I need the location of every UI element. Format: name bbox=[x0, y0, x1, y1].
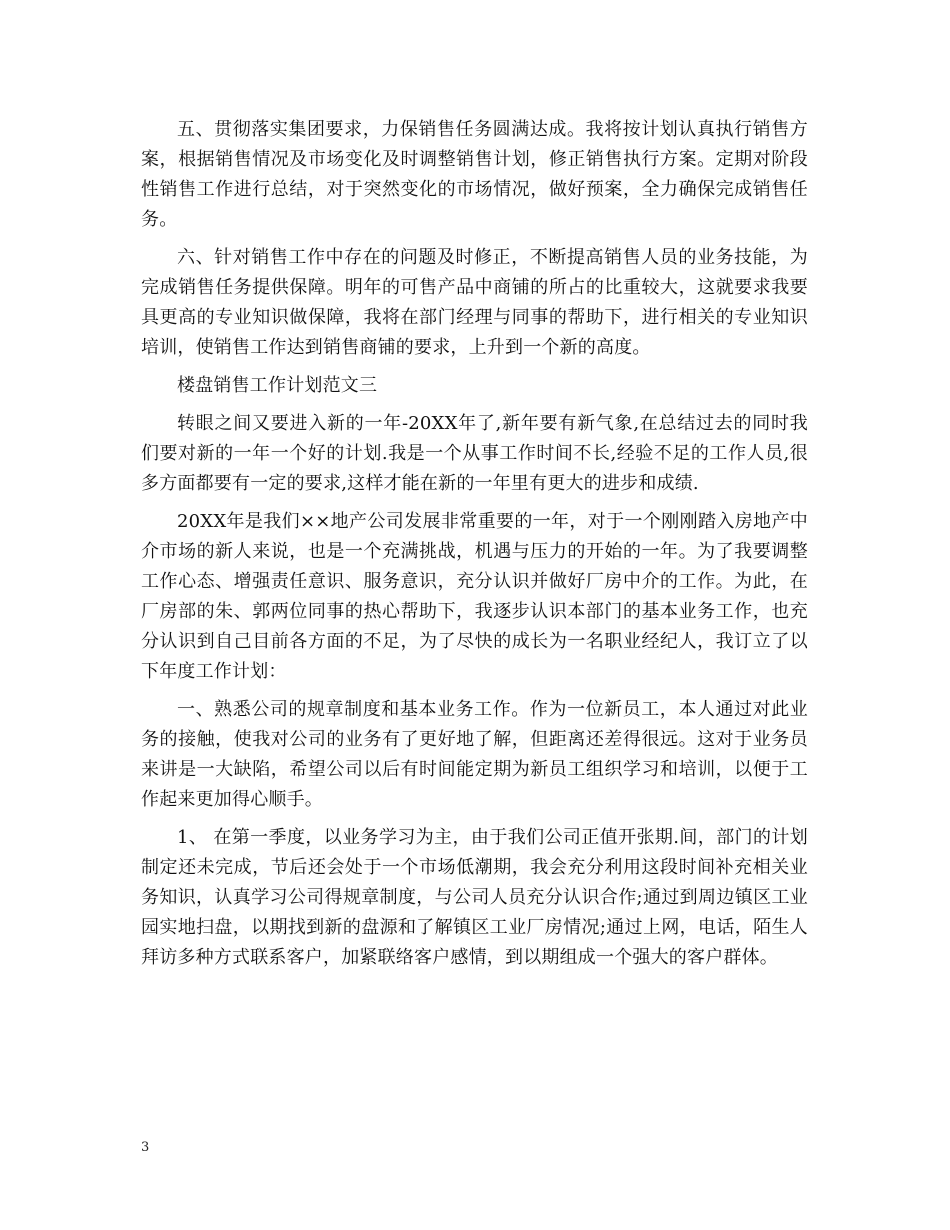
paragraph-familiarize-rules: 一、熟悉公司的规章制度和基本业务工作。作为一位新员工，本人通过对此业务的接触，使我对公司的业务有了更好地了解，但距离还差得很远。这对于业务员来讲是一大缺陷，希望公司以后有时间能定期为新员工组织学习和培训，以便于工作起来更加得心顺手。 bbox=[141, 699, 808, 810]
page-number: 3 bbox=[141, 1140, 150, 1155]
paragraph-sales-problems: 六、针对销售工作中存在的问题及时修正，不断提高销售人员的业务技能，为完成销售任务提供保障。明年的可售产品中商铺的所占的比重较大，这就要求我要具更高的专业知识做保障，我将在部门经理与同事的帮助下，进行相关的专业知识培训，使销售工作达到销售商铺的要求，上升到一个新的高度。 bbox=[141, 247, 808, 358]
document-body bbox=[141, 115, 808, 981]
paragraph-first-quarter: 1、 在第一季度，以业务学习为主，由于我们公司正值开张期.间，部门的计划制定还未完成，节后还会处于一个市场低潮期，我会充分利用这段时间补充相关业务知识，认真学习公司得规章制度，与公司人员充分认识合作;通过到周边镇区工业园实地扫盘，以期找到新的盘源和了解镇区工业厂房情况;通过上网，电话，陌生人拜访多种方式联系客户，加紧联络客户感情，到以期组成一个强大的客户群体。 bbox=[141, 827, 808, 968]
paragraph-sales-goal: 五、贯彻落实集团要求，力保销售任务圆满达成。我将按计划认真执行销售方案，根据销售情况及市场变化及时调整销售计划，修正销售执行方案。定期对阶段性销售工作进行总结，对于突然变化的市场情况，做好预案，全力确保完成销售任务。 bbox=[141, 119, 808, 230]
section-heading: 楼盘销售工作计划范文三 bbox=[177, 375, 378, 396]
paragraph-new-year: 转眼之间又要进入新的一年-20XX年了,新年要有新气象,在总结过去的同时我们要对新的一年一个好的计划.我是一个从事工作时间不长,经验不足的工作人员,很多方面都要有一定的要求,这样才能在新的一年里有更大的进步和成绩. bbox=[141, 413, 808, 494]
paragraph-company-year: 20XX年是我们××地产公司发展非常重要的一年，对于一个刚刚踏入房地产中介市场的新人来说，也是一个充满挑战，机遇与压力的开始的一年。为了我要调整工作心态、增强责任意识、服务意识，充分认识并做好厂房中介的工作。为此，在厂房部的朱、郭两位同事的热心帮助下，我逐步认识本部门的基本业务工作，也充分认识到自己目前各方面的不足，为了尽快的成长为一名职业经纪人，我订立了以下年度工作计划： bbox=[141, 511, 808, 682]
